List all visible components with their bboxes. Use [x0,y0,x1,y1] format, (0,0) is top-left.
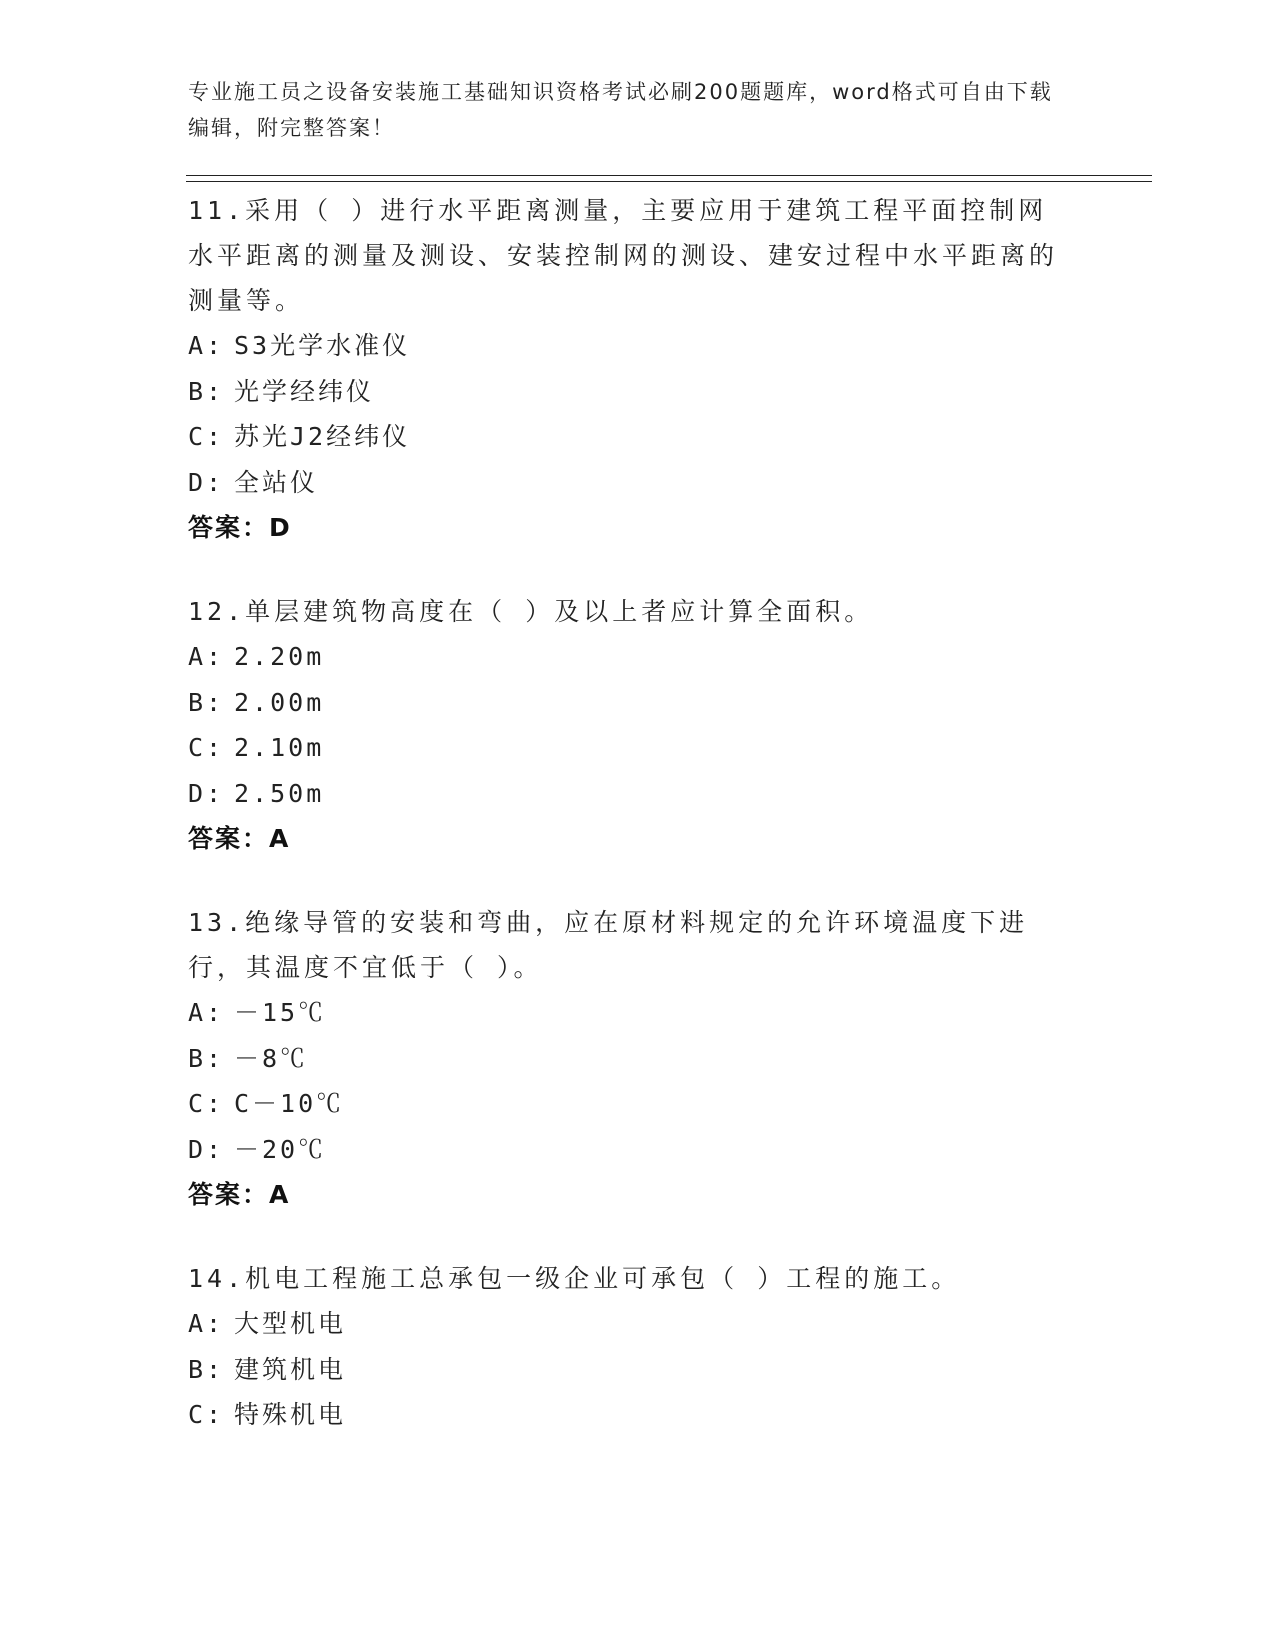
question-14 [188,1256,1088,1438]
option-c [188,414,1088,460]
option-text: －15℃ [234,998,327,1027]
option-key: D: [188,467,225,497]
header-divider-bottom [186,181,1152,182]
option-key: A: [188,1309,225,1338]
option-d [188,460,1088,506]
option-key: B: [188,1043,225,1073]
question-12 [188,589,1088,861]
option-key: A: [188,642,225,671]
question-stem: 14.机电工程施工总承包一级企业可承包（ ）工程的施工。 [188,1264,961,1293]
option-text: 全站仪 [234,467,319,497]
question-stem: 11.采用（ ）进行水平距离测量，主要应用于建筑工程平面控制网水平距离的测量及测设、安装控制网的测设、建安过程中水平距离的测量等。 [188,196,1059,315]
option-c [188,1081,1088,1127]
question-list [188,188,1088,1477]
option-key: C: [188,1089,225,1118]
option-text: 2.00m [234,687,325,717]
option-b [188,1036,1088,1082]
option-text: 大型机电 [234,1309,347,1338]
option-key: B: [188,687,225,717]
option-a [188,323,1088,369]
option-b [188,369,1088,415]
header-divider-top [186,175,1152,176]
question-11 [188,188,1088,550]
option-a [188,990,1088,1036]
option-key: A: [188,998,225,1027]
option-text: 光学经纬仪 [234,376,375,406]
option-text: 2.10m [234,733,325,762]
question-stem: 12.单层建筑物高度在（ ）及以上者应计算全面积。 [188,597,874,626]
question-stem: 13.绝缘导管的安装和弯曲，应在原材料规定的允许环境温度下进行，其温度不宜低于（ ）。 [188,908,1029,982]
question-13 [188,900,1088,1217]
option-d [188,771,1088,817]
option-c [188,725,1088,771]
option-a [188,1301,1088,1347]
option-key: C: [188,733,225,762]
document-header: 专业施工员之设备安装施工基础知识资格考试必刷200题题库，word格式可自由下载编辑，附完整答案！ [188,80,1053,140]
option-key: B: [188,1354,225,1384]
option-key: D: [188,1134,225,1164]
option-b [188,1347,1088,1393]
option-text: －20℃ [234,1134,327,1164]
option-b [188,680,1088,726]
answer-label: 答案：D [188,513,292,542]
option-text: 特殊机电 [234,1400,347,1429]
option-key: C: [188,422,225,451]
option-key: C: [188,1400,225,1429]
option-c [188,1392,1088,1438]
option-text: 2.50m [234,778,325,808]
option-text: S3光学水准仪 [234,331,411,360]
option-key: D: [188,778,225,808]
answer-label: 答案：A [188,824,291,853]
option-text: 苏光J2经纬仪 [234,422,411,451]
option-text: 建筑机电 [234,1354,347,1384]
option-a [188,634,1088,680]
option-key: B: [188,376,225,406]
option-text: C－10℃ [234,1089,345,1118]
answer-label: 答案：A [188,1180,291,1209]
option-text: －8℃ [234,1043,309,1073]
option-key: A: [188,331,225,360]
option-d [188,1127,1088,1173]
option-text: 2.20m [234,642,325,671]
